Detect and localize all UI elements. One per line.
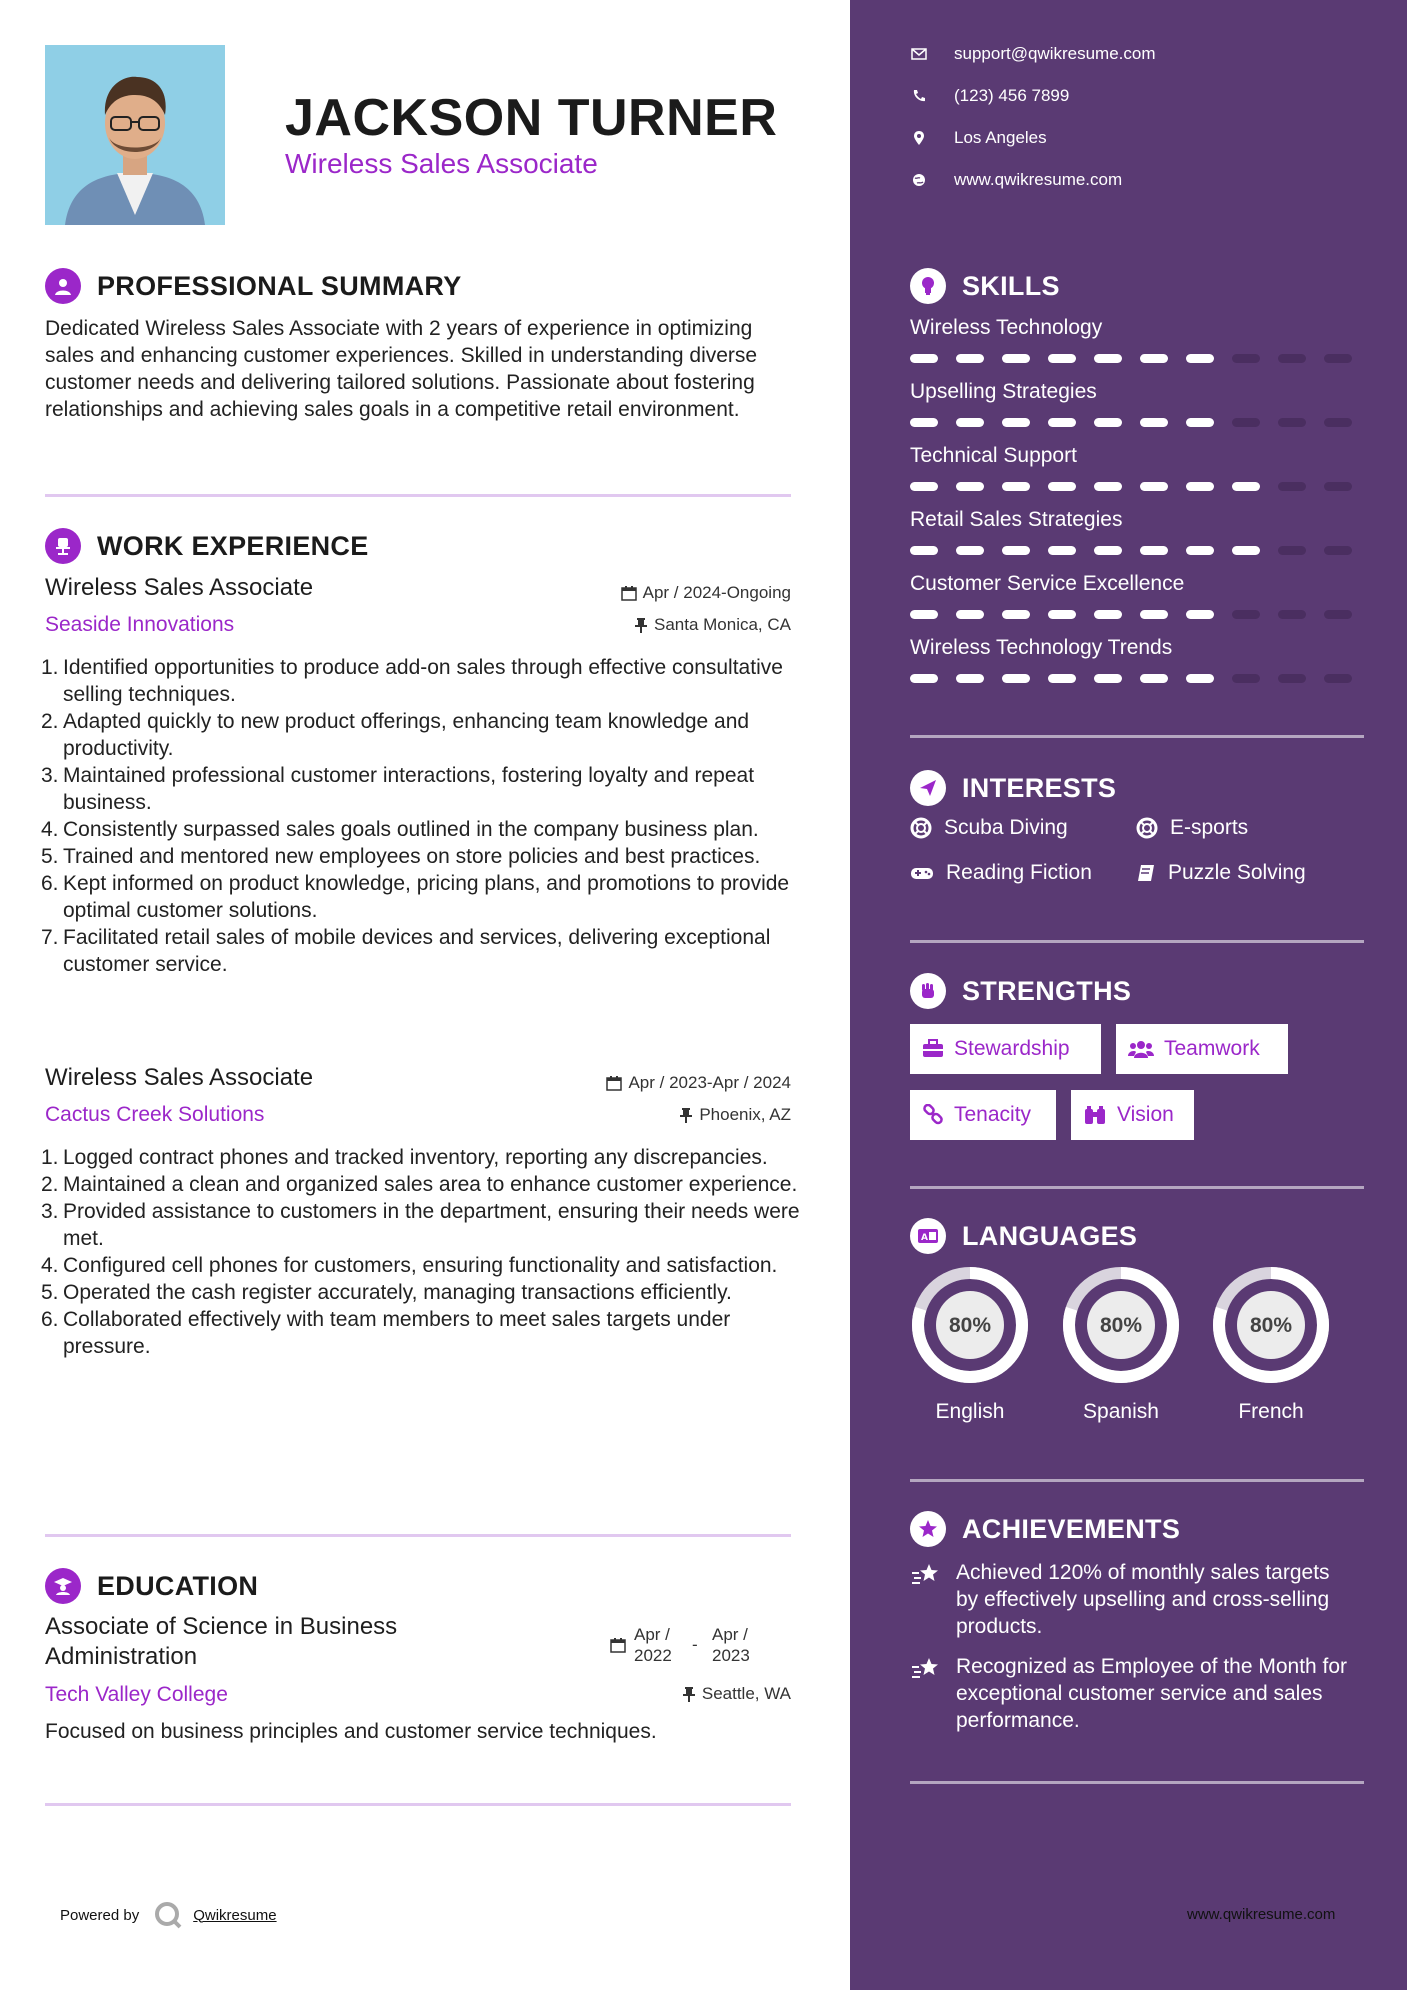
- list-item: 5. Trained and mentored new employees on store policies and best practices.: [41, 845, 761, 868]
- fist-icon: [910, 973, 946, 1009]
- skill-level-segment: [1140, 418, 1168, 427]
- languages-title: LANGUAGES: [962, 1220, 1138, 1251]
- skill-level-segment: [1186, 546, 1214, 555]
- language-percent: 80%: [948, 1314, 992, 1337]
- skill-level-segment: [1324, 610, 1352, 619]
- skill-level-segment: [1094, 546, 1122, 555]
- language-name: Spanish: [1083, 1400, 1159, 1423]
- language-item: [910, 1265, 1030, 1424]
- phone-icon: [912, 89, 926, 103]
- skill-level-bar: [910, 418, 1352, 427]
- skill-level-segment: [1094, 610, 1122, 619]
- skill-level-segment: [910, 482, 938, 491]
- skill-level-segment: [1002, 610, 1030, 619]
- skill-level-segment: [1186, 674, 1214, 683]
- language-percent: 80%: [1249, 1314, 1293, 1337]
- language-item: [1211, 1265, 1331, 1424]
- pin-icon: [634, 617, 648, 633]
- skill-level-segment: [1002, 354, 1030, 363]
- divider: [910, 1479, 1364, 1482]
- achievements-title: ACHIEVEMENTS: [962, 1513, 1181, 1544]
- chair-icon: [45, 528, 81, 564]
- user-icon: [45, 268, 81, 304]
- list-item: 4. Consistently surpassed sales goals outlined in the company business plan.: [41, 818, 759, 841]
- education-heading: [45, 1568, 258, 1604]
- footer-powered: [60, 1900, 277, 1930]
- interest-label: Reading Fiction: [946, 861, 1092, 884]
- link-icon: [922, 1104, 944, 1126]
- strength-badge: [1116, 1024, 1288, 1074]
- interests-title: INTERESTS: [962, 772, 1117, 803]
- pin-icon: [679, 1107, 693, 1123]
- divider: [45, 494, 791, 497]
- strength-label: Vision: [1117, 1103, 1174, 1126]
- skill-level-segment: [1048, 354, 1076, 363]
- skill-level-segment: [956, 418, 984, 427]
- svg-text:A: A: [921, 1233, 928, 1243]
- skill-level-segment: [956, 674, 984, 683]
- binoculars-icon: [1083, 1105, 1107, 1125]
- skill-level-segment: [1048, 674, 1076, 683]
- job-company: Seaside Innovations: [45, 613, 235, 636]
- list-item: 1. Logged contract phones and tracked inventory, reporting any discrepancies.: [41, 1146, 768, 1169]
- skill-level-segment: [1232, 674, 1260, 683]
- graduate-icon: [45, 1568, 81, 1604]
- skill-level-segment: [1140, 610, 1168, 619]
- skill-level-segment: [1278, 354, 1306, 363]
- lifebuoy-icon: [910, 817, 932, 839]
- education-date-end: Apr / 2023: [712, 1625, 750, 1665]
- list-item: 7. Facilitated retail sales of mobile devices and services, delivering exceptional customer service.: [41, 926, 771, 976]
- mail-icon: [911, 48, 927, 60]
- qwikresume-logo-icon: [153, 1900, 183, 1930]
- achievement-text: Achieved 120% of monthly sales targets by effectively upselling and cross-selling products.: [956, 1561, 1330, 1638]
- contact-email: [910, 44, 1156, 64]
- users-icon: [1128, 1039, 1154, 1059]
- education-location-text: Seattle, WA: [701, 1684, 791, 1703]
- language-name: English: [935, 1400, 1005, 1423]
- job-location-text: Santa Monica, CA: [653, 615, 791, 634]
- language-progress-ring: [1061, 1265, 1181, 1385]
- education-location: [682, 1684, 791, 1704]
- skill-level-segment: [956, 354, 984, 363]
- skill-level-segment: [1048, 482, 1076, 491]
- calendar-icon: [610, 1637, 626, 1653]
- skill-level-segment: [1324, 418, 1352, 427]
- school-name: Tech Valley College: [45, 1683, 228, 1706]
- skill-name: Technical Support: [910, 444, 1077, 467]
- paper-plane-icon: [910, 770, 946, 806]
- translate-icon: [910, 1218, 946, 1254]
- qwikresume-link[interactable]: Qwikresume: [193, 1906, 277, 1924]
- skill-level-segment: [1002, 546, 1030, 555]
- interest-item: [1136, 816, 1248, 840]
- job-company: Cactus Creek Solutions: [45, 1103, 265, 1126]
- candidate-name: JACKSON TURNER: [285, 89, 778, 147]
- skill-level-segment: [1140, 674, 1168, 683]
- website-text[interactable]: www.qwikresume.com: [954, 170, 1123, 189]
- strength-badge: [910, 1024, 1101, 1074]
- summary-text: Dedicated Wireless Sales Associate with 2 years of experience in optimizing sales and enhancing customer experiences. Skilled in understanding diverse customer needs and delivering tailored solutions. Passionate about fostering relationships and achieving sales goals in a competitive retail environment.: [45, 317, 758, 421]
- skill-level-segment: [1186, 418, 1214, 427]
- calendar-icon: [621, 585, 637, 601]
- divider: [910, 1186, 1364, 1189]
- education-date: Apr / 2022 - Apr / 2023: [610, 1624, 762, 1666]
- job-title: Wireless Sales Associate: [45, 574, 314, 601]
- powered-by-label: Powered by: [60, 1906, 140, 1924]
- language-item: [1061, 1265, 1181, 1424]
- skill-level-segment: [910, 610, 938, 619]
- lifebuoy-icon: [1136, 817, 1158, 839]
- list-item: 1. Identified opportunities to produce add-on sales through effective consultative selling techniques.: [41, 656, 783, 706]
- pin-icon: [682, 1686, 696, 1702]
- skill-level-bar: [910, 610, 1352, 619]
- job-location-text: Phoenix, AZ: [699, 1105, 791, 1124]
- contact-website: [910, 170, 1122, 190]
- skills-heading: [910, 268, 1060, 304]
- skill-level-segment: [1094, 482, 1122, 491]
- globe-icon: [912, 173, 926, 187]
- skill-name: Upselling Strategies: [910, 380, 1097, 403]
- education-description: Focused on business principles and customer service techniques.: [45, 1720, 657, 1743]
- summary-heading: [45, 268, 462, 304]
- skill-level-bar: [910, 354, 1352, 363]
- divider: [910, 1781, 1364, 1784]
- email-text[interactable]: support@qwikresume.com: [954, 44, 1156, 63]
- skill-name: Wireless Technology Trends: [910, 636, 1173, 659]
- list-item: 2. Adapted quickly to new product offerings, enhancing team knowledge and productivity.: [41, 710, 750, 760]
- divider: [45, 1803, 791, 1806]
- skill-level-segment: [910, 546, 938, 555]
- language-progress-ring: [910, 1265, 1030, 1385]
- strengths-heading: [910, 973, 1131, 1009]
- job-date: [606, 1073, 791, 1093]
- language-progress-ring: [1211, 1265, 1331, 1385]
- lightbulb-icon: [910, 268, 946, 304]
- skill-level-segment: [1002, 482, 1030, 491]
- job-date: [621, 583, 791, 603]
- skill-level-segment: [1232, 610, 1260, 619]
- experience-heading: [45, 528, 369, 564]
- skill-level-bar: [910, 482, 1352, 491]
- location-text: Los Angeles: [954, 128, 1047, 147]
- job-bullets: [41, 1144, 805, 1360]
- skill-level-segment: [1140, 482, 1168, 491]
- book-icon: [1136, 863, 1156, 883]
- language-percent: 80%: [1099, 1314, 1143, 1337]
- interest-item: [1136, 861, 1306, 885]
- skill-level-segment: [1278, 610, 1306, 619]
- skill-level-segment: [1324, 482, 1352, 491]
- skill-level-segment: [1094, 354, 1122, 363]
- skill-level-segment: [1002, 418, 1030, 427]
- skill-level-segment: [1140, 546, 1168, 555]
- skill-level-segment: [956, 482, 984, 491]
- list-item: 6. Collaborated effectively with team members to meet sales targets under pressure.: [41, 1308, 731, 1358]
- skill-level-segment: [1048, 418, 1076, 427]
- list-item: 4. Configured cell phones for customers, ensuring functionality and satisfaction.: [41, 1254, 778, 1277]
- list-item: 3. Maintained professional customer interactions, fostering loyalty and repeat business.: [41, 764, 755, 814]
- language-name: French: [1238, 1400, 1304, 1423]
- skill-level-segment: [1232, 418, 1260, 427]
- skill-name: Customer Service Excellence: [910, 572, 1185, 595]
- skill-name: Wireless Technology: [910, 316, 1103, 339]
- skill-level-segment: [1048, 546, 1076, 555]
- phone-text: (123) 456 7899: [954, 86, 1070, 105]
- interest-label: Puzzle Solving: [1168, 861, 1306, 884]
- skill-level-segment: [1232, 482, 1260, 491]
- contact-location: [910, 128, 1047, 148]
- degree-title: Associate of Science in Business Administration: [45, 1613, 398, 1670]
- skill-level-bar: [910, 546, 1352, 555]
- skill-level-segment: [1278, 418, 1306, 427]
- candidate-role: Wireless Sales Associate: [285, 148, 598, 179]
- divider: [910, 940, 1364, 943]
- skill-level-bar: [910, 674, 1352, 683]
- location-icon: [913, 130, 925, 146]
- achievements-heading: [910, 1511, 1180, 1547]
- skill-level-segment: [956, 546, 984, 555]
- contact-phone: [910, 86, 1069, 106]
- interest-label: Scuba Diving: [944, 816, 1068, 839]
- languages-heading: [910, 1218, 1137, 1254]
- briefcase-icon: [922, 1039, 944, 1059]
- skill-level-segment: [1140, 354, 1168, 363]
- list-item: 2. Maintained a clean and organized sales area to enhance customer experience.: [41, 1173, 798, 1196]
- interest-item: [910, 861, 1092, 885]
- skill-level-segment: [1278, 482, 1306, 491]
- interest-label: E-sports: [1170, 816, 1249, 839]
- divider: [45, 1534, 791, 1537]
- skill-level-segment: [1094, 674, 1122, 683]
- job-title: Wireless Sales Associate: [45, 1064, 314, 1091]
- calendar-icon: [606, 1075, 622, 1091]
- interests-heading: [910, 770, 1116, 806]
- skill-level-segment: [1324, 354, 1352, 363]
- skill-level-segment: [910, 674, 938, 683]
- profile-photo: [45, 45, 225, 225]
- footer-website[interactable]: www.qwikresume.com: [1187, 1906, 1336, 1923]
- job-location: [634, 615, 791, 635]
- divider: [910, 735, 1364, 738]
- list-item: 6. Kept informed on product knowledge, pricing plans, and promotions to provide optimal customer solutions.: [41, 872, 790, 922]
- summary-title: PROFESSIONAL SUMMARY: [97, 270, 462, 301]
- job-date-text: Apr / 2024-Ongoing: [642, 583, 791, 602]
- strength-label: Stewardship: [954, 1037, 1070, 1060]
- skill-level-segment: [1232, 546, 1260, 555]
- job-location: [679, 1105, 791, 1125]
- skill-level-segment: [1324, 674, 1352, 683]
- job-bullets: [41, 654, 805, 978]
- list-item: 5. Operated the cash register accurately, managing transactions efficiently.: [41, 1281, 732, 1304]
- skill-level-segment: [1186, 610, 1214, 619]
- achievement-item: [910, 1653, 1356, 1734]
- skill-level-segment: [910, 354, 938, 363]
- skill-level-segment: [910, 418, 938, 427]
- experience-title: WORK EXPERIENCE: [97, 530, 369, 561]
- shooting-star-icon: [910, 1655, 942, 1683]
- skills-title: SKILLS: [962, 270, 1060, 301]
- skill-level-segment: [1278, 674, 1306, 683]
- list-item: 3. Provided assistance to customers in the department, ensuring their needs were met.: [41, 1200, 800, 1250]
- skill-level-segment: [1002, 674, 1030, 683]
- achievement-item: [910, 1559, 1356, 1640]
- skill-level-segment: [1186, 482, 1214, 491]
- skill-level-segment: [1048, 610, 1076, 619]
- education-date-start: Apr / 2022: [634, 1625, 672, 1665]
- skill-level-segment: [956, 610, 984, 619]
- skill-level-segment: [1094, 418, 1122, 427]
- strength-label: Teamwork: [1164, 1037, 1260, 1060]
- strength-badge: [1071, 1090, 1194, 1140]
- interest-item: [910, 816, 1068, 840]
- skill-name: Retail Sales Strategies: [910, 508, 1123, 531]
- achievement-text: Recognized as Employee of the Month for exceptional customer service and sales performance.: [956, 1655, 1348, 1732]
- gamepad-icon: [910, 865, 934, 881]
- skill-level-segment: [1324, 546, 1352, 555]
- education-title: EDUCATION: [97, 1570, 259, 1601]
- skill-level-segment: [1232, 354, 1260, 363]
- job-date-text: Apr / 2023-Apr / 2024: [628, 1073, 791, 1092]
- skill-level-segment: [1278, 546, 1306, 555]
- star-badge-icon: [910, 1511, 946, 1547]
- strengths-title: STRENGTHS: [962, 975, 1132, 1006]
- strength-label: Tenacity: [954, 1103, 1032, 1126]
- strength-badge: [910, 1090, 1056, 1140]
- shooting-star-icon: [910, 1561, 942, 1589]
- skill-level-segment: [1186, 354, 1214, 363]
